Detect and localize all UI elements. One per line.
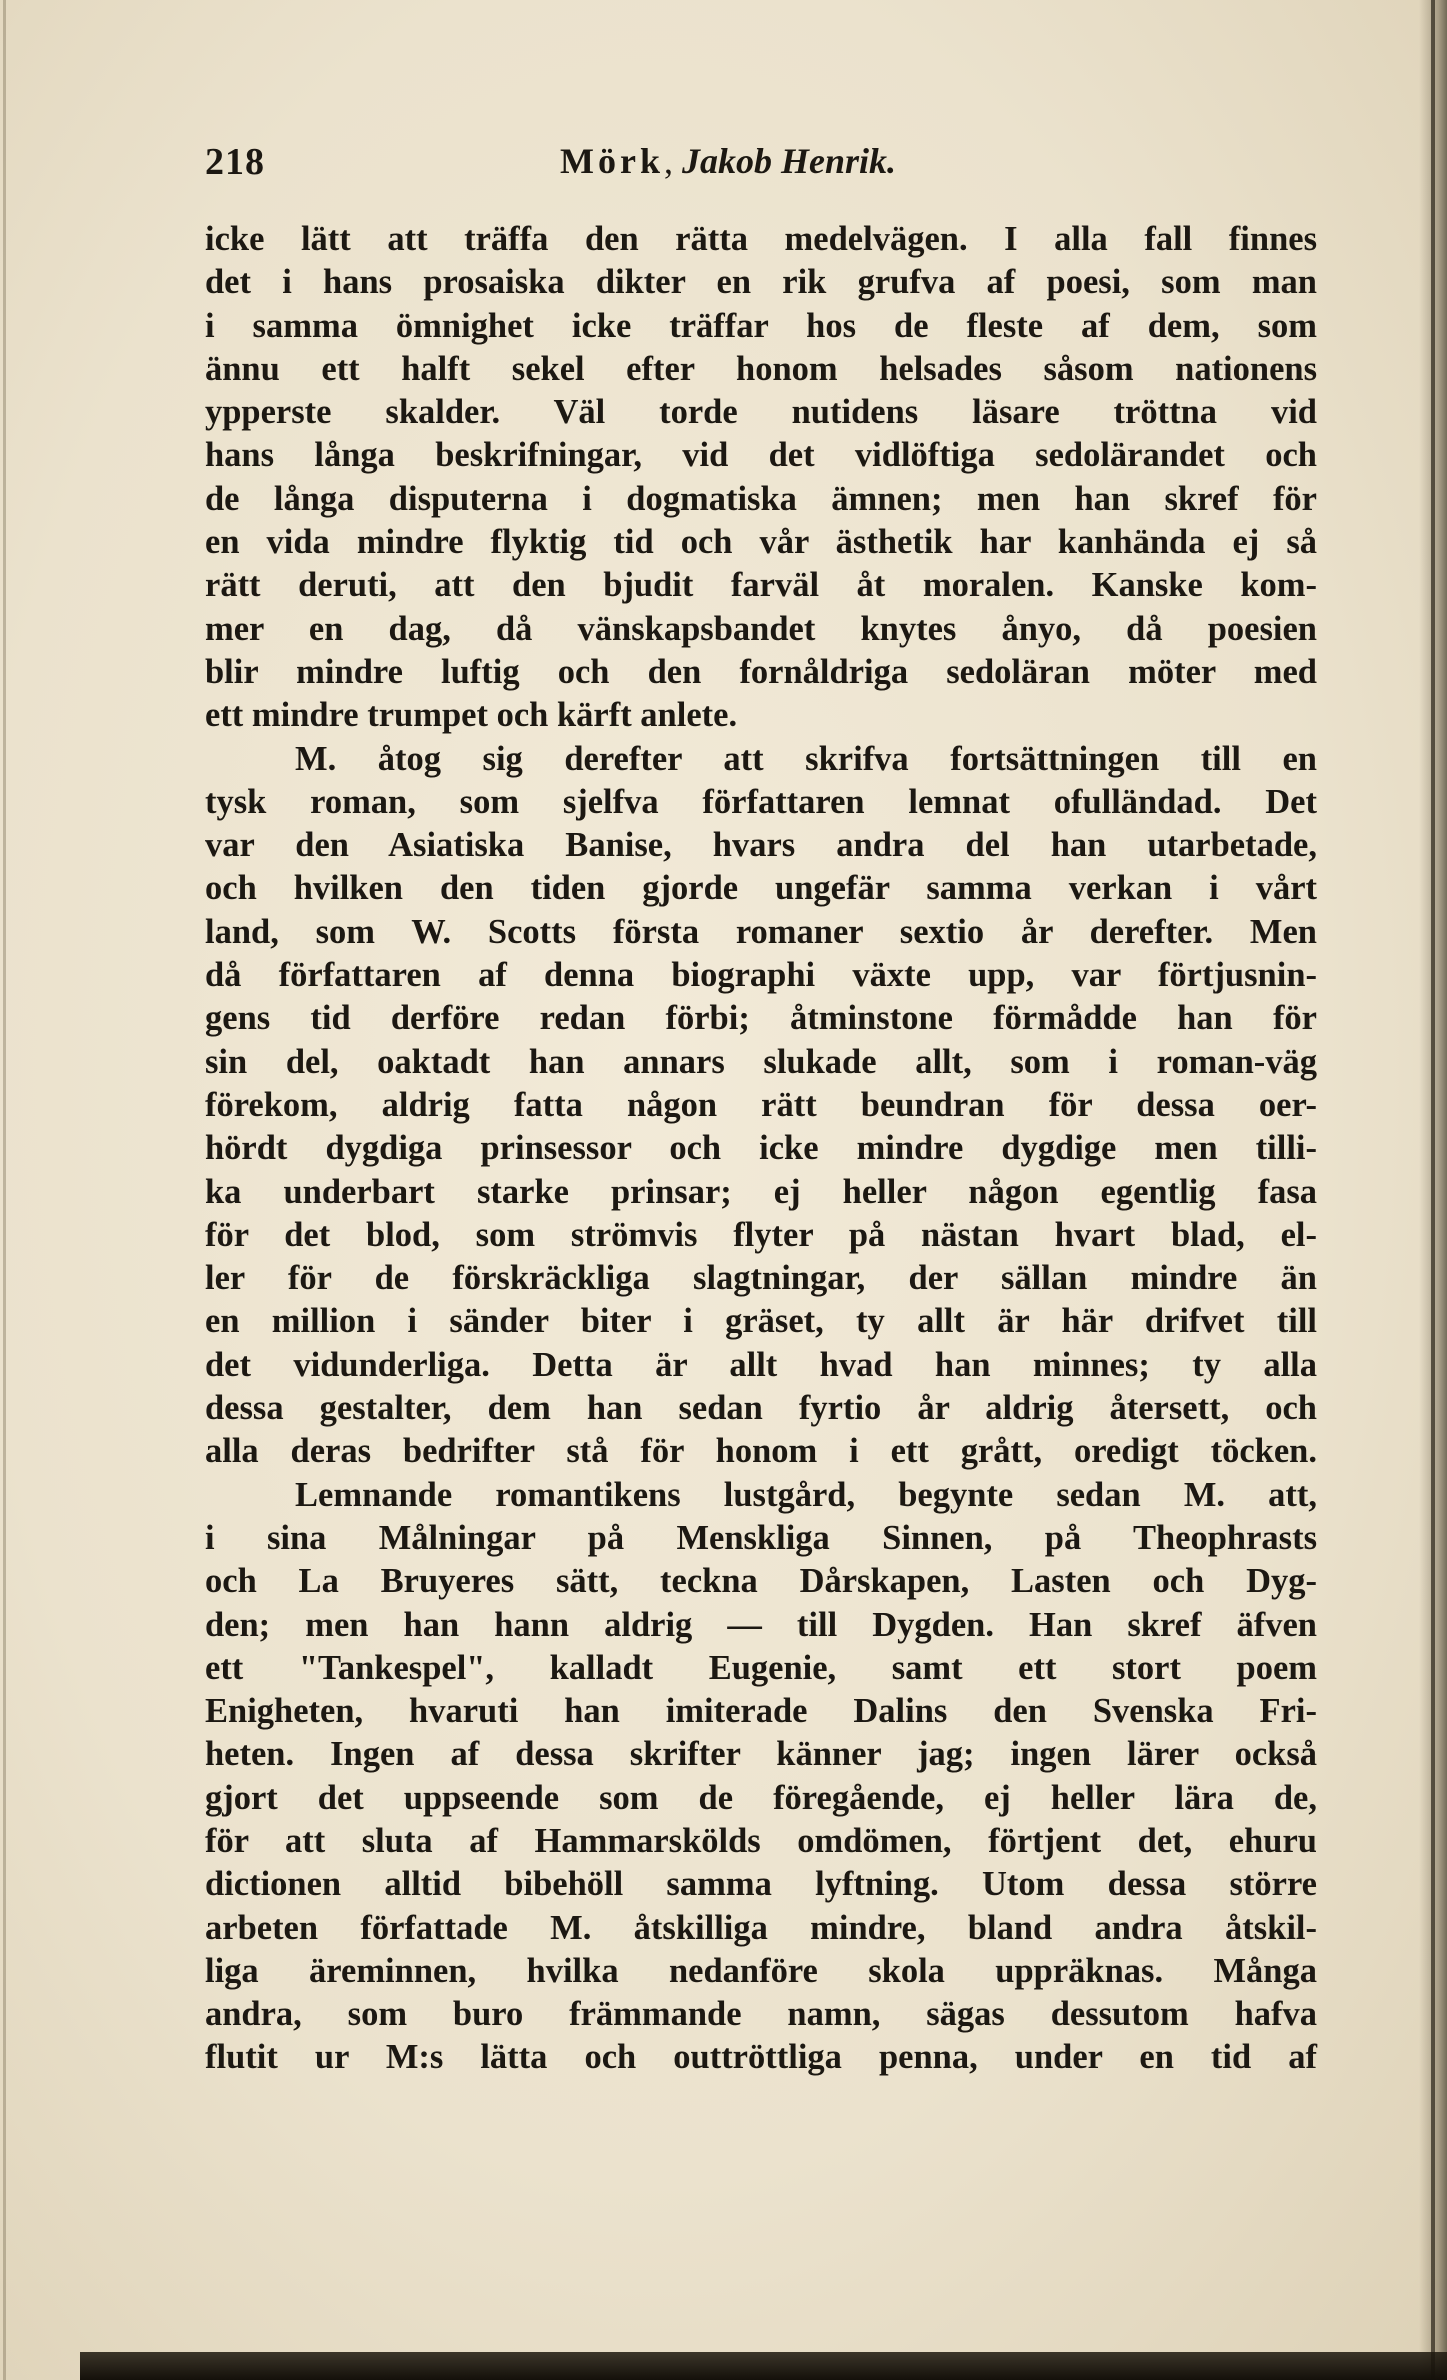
text-line: för att sluta af Hammarskölds omdömen, förtjent det, ehuru (205, 1821, 1317, 1860)
text-line: flutit ur M:s lätta och outtröttliga penna, under en tid af (205, 2038, 1317, 2077)
text-line: var den Asiatiska Banise, hvars andra del han utarbetade, (205, 826, 1317, 865)
text-line: ett mindre trumpet och kärft anlete. (205, 696, 738, 735)
text-line: i samma ömnighet icke träffar hos de fleste af dem, som (205, 306, 1317, 345)
page-number: 218 (205, 141, 265, 183)
text-line: blir mindre luftig och den fornåldriga sedoläran möter med (205, 652, 1317, 691)
text-line: liga äreminnen, hvilka nedanföre skola uppräknas. Många (205, 1951, 1317, 1990)
text-line: ett "Tankespel", kalladt Eugenie, samt ett stort poem (205, 1648, 1317, 1687)
text-line: förekom, aldrig fatta någon rätt beundran för dessa oer- (205, 1085, 1317, 1124)
text-line: det vidunderliga. Detta är allt hvad han minnes; ty alla (205, 1345, 1317, 1384)
text-line: i sina Målningar på Menskliga Sinnen, på Theophrasts (205, 1518, 1317, 1557)
text-line: Enigheten, hvaruti han imiterade Dalins den Svenska Fri- (205, 1692, 1317, 1731)
text-line: alla deras bedrifter stå för honom i ett grått, oredigt töcken. (205, 1432, 1317, 1471)
text-line: ka underbart starke prinsar; ej heller någon egentlig fasa (205, 1172, 1317, 1211)
text-line: hördt dygdiga prinsessor och icke mindre dygdige men tilli- (205, 1129, 1317, 1168)
text-line: sin del, oaktadt han annars slukade allt, som i roman-väg (205, 1042, 1317, 1081)
text-line: rätt deruti, att den bjudit farväl åt moralen. Kanske kom- (205, 566, 1317, 605)
text-line: icke lätt att träffa den rätta medelvägen. I alla fall finnes (205, 220, 1317, 258)
text-line: dictionen alltid bibehöll samma lyftning. Utom dessa större (205, 1865, 1317, 1904)
text-line: och La Bruyeres sätt, teckna Dårskapen, Lasten och Dyg- (205, 1562, 1317, 1601)
text-line: en vida mindre flyktig tid och vår ästhetik har kanhända ej så (205, 523, 1317, 562)
text-line: heten. Ingen af dessa skrifter känner jag; ingen lärer också (205, 1735, 1317, 1774)
text-line: tysk roman, som sjelfva författaren lemnat ofulländad. Det (205, 782, 1317, 821)
text-line: hans långa beskrifningar, vid det vidlöftiga sedolärandet och (205, 436, 1317, 475)
text-line: mer en dag, då vänskapsbandet knytes ånyo, då poesien (205, 609, 1317, 648)
text-line: och hvilken den tiden gjorde ungefär samma verkan i vårt (205, 869, 1317, 908)
text-line: land, som W. Scotts första romaner sextio år derefter. Men (205, 912, 1317, 951)
paragraph-start: Lemnande romantikens lustgård, begynte sedan M. att, (295, 1475, 1317, 1514)
text-line: gjort det uppseende som de föregående, ej heller lära de, (205, 1778, 1317, 1817)
page-left-edge (3, 0, 6, 2380)
page-binding-edge (1431, 0, 1435, 2380)
body-text (205, 218, 1317, 2080)
text-line: den; men han hann aldrig — till Dygden. Han skref äfven (205, 1605, 1317, 1644)
text-line: andra, som buro främmande namn, sägas dessutom hafva (205, 1995, 1317, 2034)
text-line: för det blod, som strömvis flyter på nästan hvart blad, el- (205, 1215, 1317, 1254)
text-line: ler för de förskräckliga slagtningar, der sällan mindre än (205, 1259, 1317, 1298)
text-line: ypperste skalder. Väl torde nutidens läsare tröttna vid (205, 393, 1317, 432)
text-line: dessa gestalter, dem han sedan fyrtio år aldrig återsett, och (205, 1389, 1317, 1428)
text-line: ännu ett halft sekel efter honom helsades såsom nationens (205, 349, 1317, 388)
text-line: arbeten författade M. åtskilliga mindre, bland andra åtskil- (205, 1908, 1317, 1947)
text-line: då författaren af denna biographi växte upp, var förtjusnin- (205, 956, 1317, 995)
running-head-surname: Mörk (560, 141, 664, 181)
text-line: en million i sänder biter i gräset, ty allt är här drifvet till (205, 1302, 1317, 1341)
running-head: Mörk, Jakob Henrik. (560, 141, 896, 181)
page-header (205, 140, 1325, 200)
text-line: de långa disputerna i dogmatiska ämnen; men han skref för (205, 479, 1317, 518)
paragraph-start: M. åtog sig derefter att skrifva fortsättningen till en (295, 739, 1317, 778)
text-line: det i hans prosaiska dikter en rik grufva af poesi, som man (205, 263, 1317, 302)
running-head-given-name: Jakob Henrik. (681, 141, 896, 181)
text-line: gens tid derföre redan förbi; åtminstone förmådde han för (205, 999, 1317, 1038)
page-bottom-shadow (80, 2352, 1447, 2380)
